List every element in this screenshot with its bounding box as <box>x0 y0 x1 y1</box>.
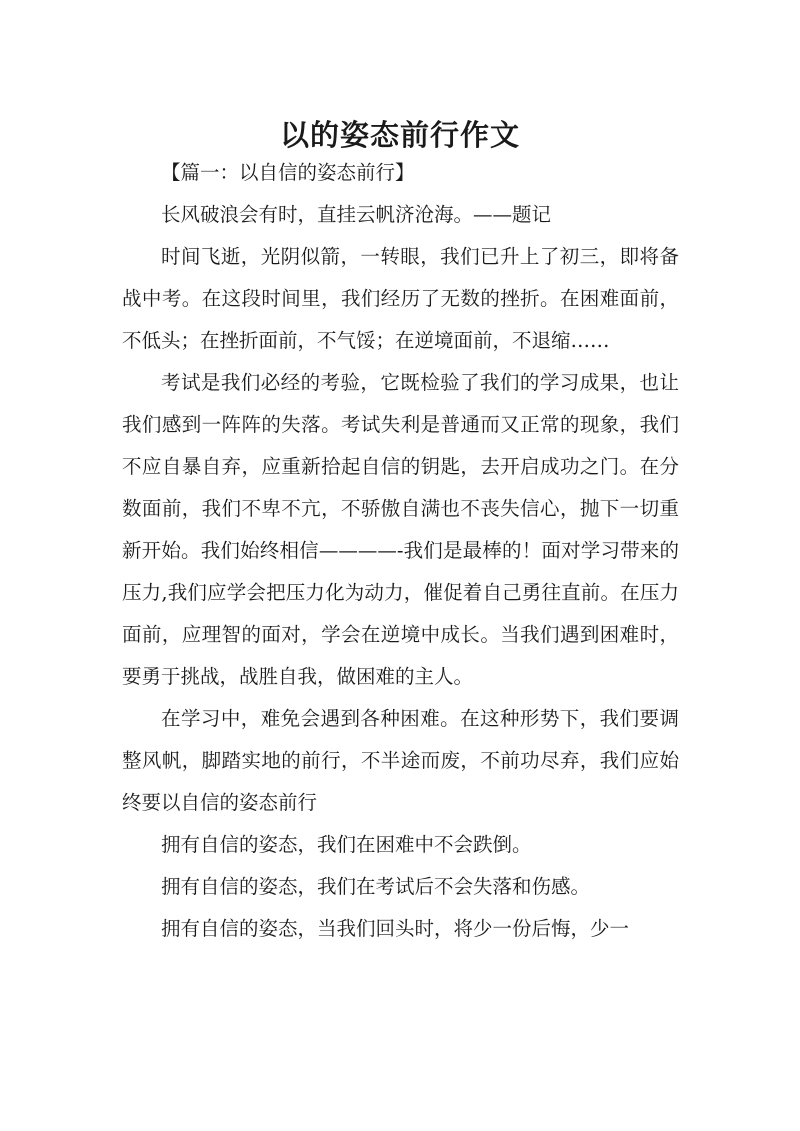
paragraph: 拥有自信的姿态，我们在考试后不会失落和伤感。 <box>161 875 591 898</box>
paragraph: 拥有自信的姿态，我们在困难中不会跌倒。 <box>161 833 532 856</box>
paragraph: 考试是我们必经的考验，它既检验了我们的学习成果，也让我们感到一阵阵的失落。考试失利是普通而又正常的现象，我们不应自暴自弃，应重新拾起自信的钥匙，去开启成功之门。在分数面前，我们不卑不亢，不骄傲自满也不丧失信心，抛下一切重新开始。我们始终相信————-我们是最棒的！面对学习带来的压力,我们应学会把压力化为动力，催促着自己勇往直前。在压力面前，应理智的面对，学会在逆境中成长。当我们遇到困难时，要勇于挑战，战胜自我，做困难的主人。 <box>122 371 679 688</box>
document-body <box>122 152 679 950</box>
paragraph: 拥有自信的姿态，当我们回头时，将少一份后悔，少一 <box>161 917 630 940</box>
document-title: 以的姿态前行作文 <box>279 118 520 153</box>
paragraph: 在学习中，难免会遇到各种困难。在这种形势下，我们要调整风帆，脚踏实地的前行，不半途而废，不前功尽弃，我们应始终要以自信的姿态前行 <box>122 707 679 814</box>
epigraph: 长风破浪会有时，直挂云帆济沧海。——题记 <box>161 203 552 226</box>
section-heading: 【篇一：以自信的姿态前行】 <box>161 161 415 184</box>
paragraph: 时间飞逝，光阴似箭，一转眼，我们已升上了初三，即将备战中考。在这段时间里，我们经历了无数的挫折。在困难面前，不低头；在挫折面前，不气馁；在逆境面前，不退缩…… <box>122 245 679 352</box>
